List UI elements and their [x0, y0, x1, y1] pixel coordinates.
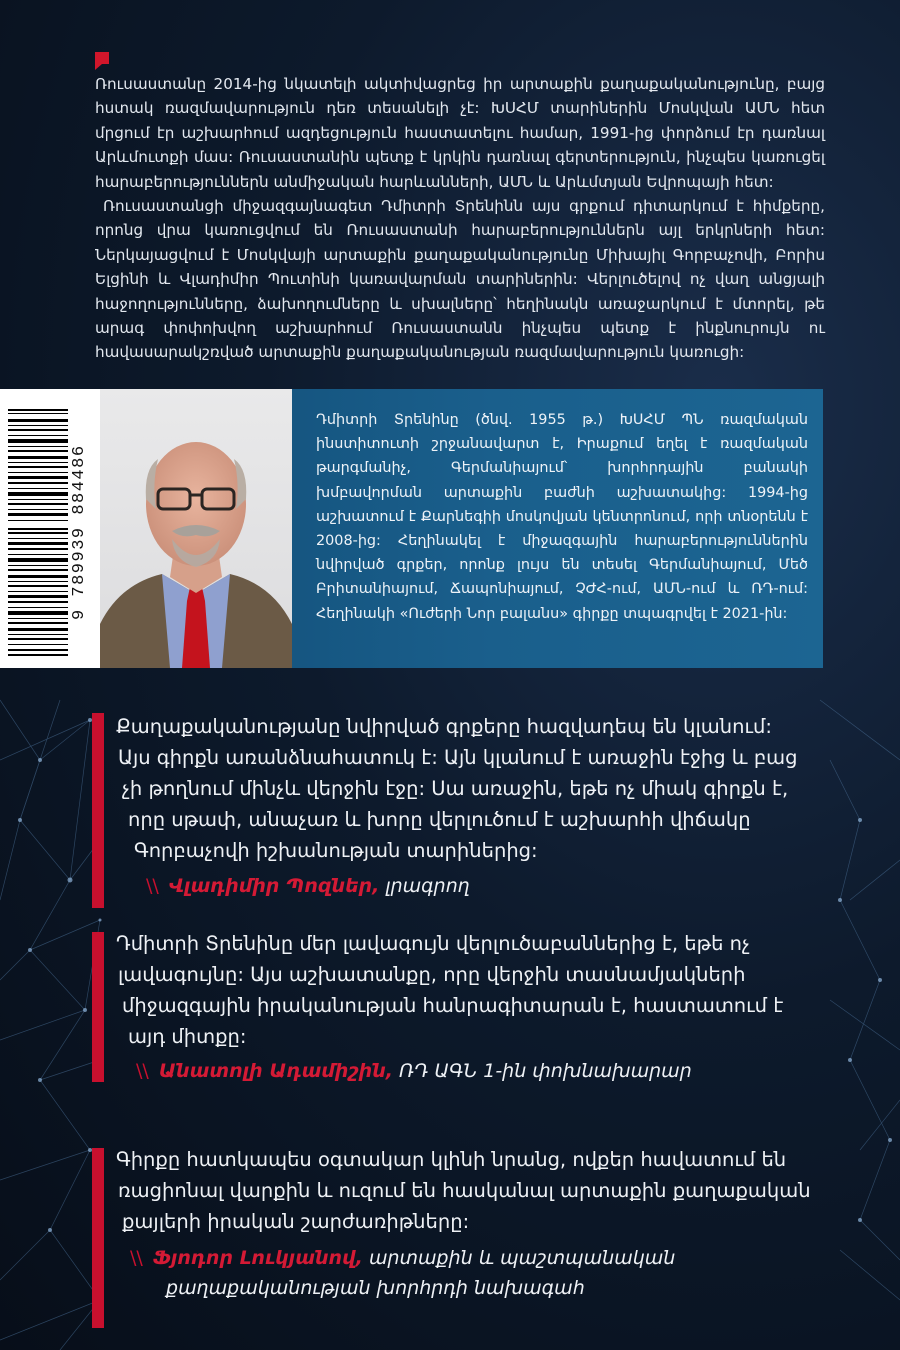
quote-3-author: Ֆյոդոր Լուկյանով, — [152, 1247, 363, 1269]
quote-1-role: լրագրող — [385, 875, 470, 897]
synopsis-paragraph-1: Ռուսաստանը 2014-ից նկատելի ակտիվացրեց իր արտաքին քաղաքականությունը, բայց հստակ ռազմավարություն դեռ տեսանելի չէ: ԽՍՀՄ տարիներին Մոսկվան ԱՄՆ հետ մրցում էր աշխարհում ազդեցություն հաստատելու համար, 1991-ից փորձում էր դառնալ Արևմուտքի մաս: Ռուսաստանին պետք է կրկին դառնալ գերտերություն, ինչպես կառուցել հարաբերություններն անմիջական հարևանների, ԱՄՆ և Արևմտյան Եվրոպայի հետ: — [95, 75, 825, 191]
author-portrait-icon — [100, 389, 292, 668]
quote-slash-icon: \\ — [146, 875, 159, 897]
synopsis-paragraph-2: Ռուսաստանցի միջազգայնագետ Դմիտրի Տրենինն այս գրքում դիտարկում է հիմքերը, որոնց վրա կառուցվում են Ռուսաստանի հարաբերություններն այլ երկրների հետ: Ներկայացվում է Մոսկվայի արտաքին քաղաքականությունը Միխայիլ Գորբաչովի, Բորիս Ելցինի և Վլադիմիր Պուտինի կառավարման տարիներին: Վերլուծելով ոչ վաղ անցյալի հաջողությունները, ձախողումները և սխալները՝ հեղինակն առաջարկում է մտորել, թե արագ փոփոխվող աշխարհում Ռուսաստանն ինչպես պետք է ինքնուրույն ու հավասարակշռված արտաքին քաղաքականության ռազմավարություն կառուցի: — [95, 197, 825, 362]
quote-1 — [116, 711, 826, 866]
quote-1-line-3: չի թողնում մինչև վերջին էջը: Սա առաջին, եթե ոչ միակ գիրքն է, — [122, 777, 789, 800]
quote-2-line-3: միջազգային իրականության հանրագիտարան է, հաստատում է — [122, 994, 784, 1017]
barcode — [0, 389, 100, 668]
quote-3-line-3: քայլերի իրական շարժառիթները: — [122, 1210, 470, 1233]
author-bio: Դմիտրի Տրենինը (ծնվ. 1955 թ.) ԽՍՀՄ ՊՆ ռազմական ինստիտուտի շրջանավարտ է, Իրաքում եղել է ռազմական թարգմանիչ, Գերմանիայում՝ խորհրդային բանակի խմբավորման արտաքին բաժնի աշխատակից: 1994-ից աշխատում է Քարնեգիի մոսկովյան կենտրոնում, որի տնօրենն է 2008-ից: Հեղինակել է միջազգային հարաբերություններին նվիրված գրքեր, որոնք լույս են տեսել Գերմանիայում, Մեծ Բրիտանիայում, Ճապոնիայում, ՉԺՀ-ում, ԱՄՆ-ում և ՌԴ-ում: Հեղինակի «Ուժերի Նոր բալանս» գիրքը տպագրվել է 2021-ին: — [316, 412, 808, 622]
quote-1-attribution — [146, 872, 470, 900]
author-photo — [100, 389, 292, 668]
quote-3-role: արտաքին և պաշտպանական — [368, 1247, 676, 1269]
quote-slash-icon: \\ — [136, 1060, 149, 1082]
quote-1-line-4: որը սթափ, անաչառ և խորը վերլուծում է աշխարհի վիճակը — [128, 808, 751, 831]
quote-1-line-5: Գորբաչովի իշխանության տարիներից: — [134, 839, 538, 862]
quote-1-line-1: Քաղաքականությանը նվիրված գրքերը հազվադեպ են կլանում: — [116, 715, 772, 738]
quote-2 — [116, 928, 826, 1052]
quote-2-role: ՌԴ ԱԳՆ 1-ին փոխնախարար — [399, 1060, 692, 1082]
quote-1-line-2: Այս գիրքն առանձնահատուկ է: Այն կլանում է առաջին էջից և բաց — [118, 746, 798, 769]
quote-3-attribution — [130, 1244, 675, 1272]
quote-3-role-line-2: քաղաքականության խորհրդի նախագահ — [166, 1277, 585, 1299]
quote-3 — [116, 1144, 826, 1237]
quote-3-line-1: Գիրքը հատկապես օգտակար կլինի նրանց, ովքեր հավատում են — [116, 1148, 787, 1171]
quote-marker-3 — [92, 1148, 104, 1328]
red-marker-icon — [95, 52, 109, 64]
quote-2-attribution — [136, 1057, 692, 1085]
quote-2-line-4: այդ միտքը: — [128, 1025, 247, 1048]
synopsis — [95, 72, 825, 365]
quote-marker-1 — [92, 713, 104, 908]
quote-2-line-2: լավագույնը: Այս աշխատանքը, որը վերջին տասնամյակների — [118, 963, 746, 986]
isbn-number: 9 789939 884486 — [70, 444, 89, 620]
quote-1-author: Վլադիմիր Պոզներ, — [168, 875, 380, 897]
quote-3-line-2: ռացիոնալ վարքին և ուզում են հասկանալ արտաքին քաղաքական — [118, 1179, 811, 1202]
quote-marker-2 — [92, 932, 104, 1082]
quote-2-author: Անատոլի Ադամիշին, — [158, 1060, 394, 1082]
quote-2-line-1: Դմիտրի Տրենինը մեր լավագույն վերլուծաբաններից է, եթե ոչ — [116, 932, 750, 955]
quote-slash-icon: \\ — [130, 1247, 143, 1269]
barcode-bars-icon — [8, 407, 68, 657]
